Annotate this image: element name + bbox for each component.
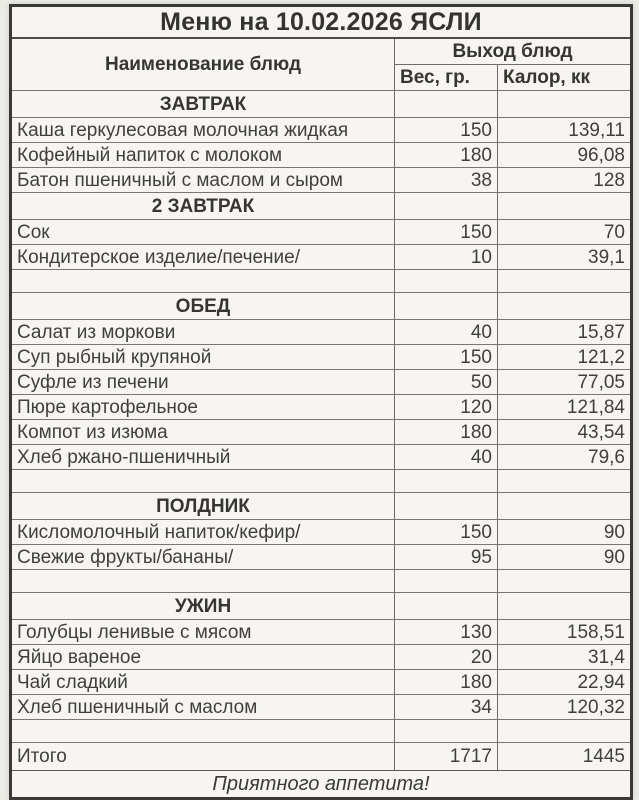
menu-item-row bbox=[12, 319, 630, 344]
empty-row bbox=[12, 719, 630, 742]
section-title: ОБЕД bbox=[12, 293, 395, 319]
weight-value: 34 bbox=[395, 695, 498, 719]
weight-value bbox=[395, 593, 498, 619]
menu-item-row bbox=[12, 619, 630, 644]
weight-value bbox=[395, 293, 498, 319]
dish-name bbox=[12, 720, 395, 742]
calories-value: 90 bbox=[603, 521, 625, 543]
calories-value: 120,32 bbox=[566, 696, 625, 718]
section-title: УЖИН bbox=[12, 593, 395, 619]
dish-name: Салат из моркови bbox=[12, 320, 395, 344]
menu-item-row bbox=[12, 219, 630, 244]
empty-row bbox=[12, 569, 630, 592]
weight-value bbox=[395, 270, 498, 292]
dish-name: Компот из изюма bbox=[12, 420, 395, 444]
calories-value: 15,87 bbox=[577, 321, 625, 343]
weight-value: 20 bbox=[395, 645, 498, 669]
calories-value: 77,05 bbox=[577, 371, 625, 393]
calories-value: 22,94 bbox=[577, 671, 625, 693]
menu-table-body bbox=[12, 90, 630, 797]
calories-value: 1445 bbox=[582, 746, 625, 767]
menu-item-row bbox=[12, 117, 630, 142]
weight-value: 150 bbox=[395, 220, 498, 244]
weight-value bbox=[395, 91, 498, 117]
calories-value bbox=[498, 493, 630, 519]
dish-name: Каша геркулесовая молочная жидкая bbox=[12, 118, 395, 142]
section-row bbox=[12, 90, 630, 117]
calories-value bbox=[498, 570, 630, 592]
column-header-calories: Калор, кк bbox=[503, 67, 591, 88]
calories-value bbox=[498, 270, 630, 292]
section-row bbox=[12, 192, 630, 219]
menu-item-row bbox=[12, 444, 630, 469]
menu-item-row bbox=[12, 644, 630, 669]
dish-name: Яйцо вареное bbox=[12, 645, 395, 669]
calories-value: 96,08 bbox=[577, 144, 625, 166]
weight-value: 180 bbox=[395, 143, 498, 167]
calories-value: 90 bbox=[603, 546, 625, 568]
calories-value bbox=[498, 193, 630, 219]
weight-value bbox=[395, 470, 498, 492]
weight-value: 38 bbox=[395, 168, 498, 192]
weight-value: 10 bbox=[395, 245, 498, 269]
empty-row bbox=[12, 269, 630, 292]
dish-name: Сок bbox=[12, 220, 395, 244]
section-row bbox=[12, 492, 630, 519]
dish-name bbox=[12, 270, 395, 292]
calories-value: 43,54 bbox=[577, 421, 625, 443]
document-title: Меню на 10.02.2026 ЯСЛИ bbox=[12, 7, 630, 39]
calories-value bbox=[498, 593, 630, 619]
menu-item-row bbox=[12, 344, 630, 369]
weight-value: 180 bbox=[395, 420, 498, 444]
empty-row bbox=[12, 469, 630, 492]
weight-value bbox=[395, 493, 498, 519]
menu-item-row bbox=[12, 519, 630, 544]
calories-value bbox=[498, 293, 630, 319]
dish-name: Чай сладкий bbox=[12, 670, 395, 694]
calories-value: 79,6 bbox=[588, 446, 625, 468]
weight-value: 40 bbox=[395, 320, 498, 344]
dish-name bbox=[12, 570, 395, 592]
dish-name: Голубцы ленивые с мясом bbox=[12, 620, 395, 644]
dish-name: Суфле из печени bbox=[12, 370, 395, 394]
menu-item-row bbox=[12, 694, 630, 719]
weight-value: 150 bbox=[395, 118, 498, 142]
total-row bbox=[12, 742, 630, 770]
menu-item-row bbox=[12, 369, 630, 394]
table-header bbox=[12, 39, 630, 90]
weight-value bbox=[395, 570, 498, 592]
dish-name: Итого bbox=[12, 743, 395, 770]
weight-value: 95 bbox=[395, 545, 498, 569]
dish-name: Суп рыбный крупяной bbox=[12, 345, 395, 369]
column-header-weight: Вес, гр. bbox=[395, 65, 498, 90]
dish-name: Батон пшеничный с маслом и сыром bbox=[12, 168, 395, 192]
section-row bbox=[12, 592, 630, 619]
weight-value: 120 bbox=[395, 395, 498, 419]
weight-value: 150 bbox=[395, 520, 498, 544]
section-title: ЗАВТРАК bbox=[12, 91, 395, 117]
calories-value: 139,11 bbox=[568, 119, 625, 141]
weight-value: 150 bbox=[395, 345, 498, 369]
menu-item-row bbox=[12, 167, 630, 192]
calories-value: 31,4 bbox=[588, 646, 625, 668]
weight-value: 130 bbox=[395, 620, 498, 644]
menu-item-row bbox=[12, 394, 630, 419]
menu-item-row bbox=[12, 244, 630, 269]
menu-item-row bbox=[12, 142, 630, 167]
weight-value bbox=[395, 720, 498, 742]
section-row bbox=[12, 292, 630, 319]
dish-name: Кондитерское изделие/печение/ bbox=[12, 245, 395, 269]
dish-name: Хлеб ржано-пшеничный bbox=[12, 445, 395, 469]
weight-value: 40 bbox=[395, 445, 498, 469]
section-title: ПОЛДНИК bbox=[12, 493, 395, 519]
calories-value bbox=[498, 720, 630, 742]
weight-value: 180 bbox=[395, 670, 498, 694]
calories-value: 128 bbox=[593, 169, 625, 191]
calories-value: 70 bbox=[603, 221, 625, 243]
menu-item-row bbox=[12, 419, 630, 444]
calories-value: 121,2 bbox=[577, 346, 625, 368]
dish-name: Пюре картофельное bbox=[12, 395, 395, 419]
weight-value: 50 bbox=[395, 370, 498, 394]
dish-name: Кисломолочный напиток/кефир/ bbox=[12, 520, 395, 544]
menu-document bbox=[9, 4, 633, 800]
calories-value bbox=[498, 91, 630, 117]
weight-value: 1717 bbox=[395, 743, 498, 770]
calories-value: 121,84 bbox=[566, 396, 625, 418]
menu-item-row bbox=[12, 669, 630, 694]
calories-value: 158,51 bbox=[566, 621, 625, 643]
dish-name: Хлеб пшеничный с маслом bbox=[12, 695, 395, 719]
calories-value bbox=[498, 470, 630, 492]
weight-value bbox=[395, 193, 498, 219]
dish-name: Свежие фрукты/бананы/ bbox=[12, 545, 395, 569]
section-title: 2 ЗАВТРАК bbox=[12, 193, 395, 219]
calories-value: 39,1 bbox=[588, 246, 625, 268]
dish-name: Кофейный напиток с молоком bbox=[12, 143, 395, 167]
column-header-name: Наименование блюд bbox=[12, 39, 395, 90]
menu-item-row bbox=[12, 544, 630, 569]
footer-row bbox=[12, 770, 630, 797]
footer-text: Приятного аппетита! bbox=[212, 773, 430, 795]
dish-name bbox=[12, 470, 395, 492]
column-header-output-group: Выход блюд bbox=[395, 39, 630, 65]
